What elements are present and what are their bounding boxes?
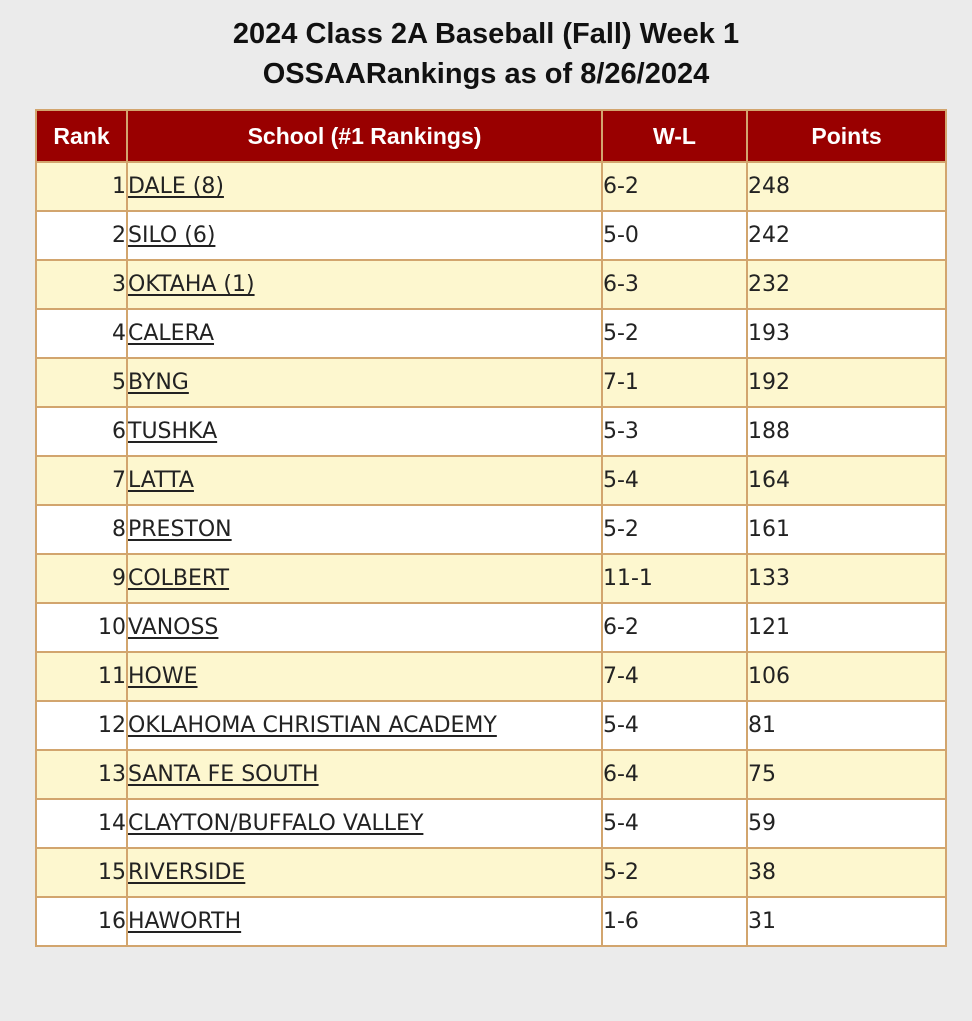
school-cell — [127, 603, 602, 652]
wl-cell: 5-2 — [602, 848, 747, 897]
rank-cell: 3 — [36, 260, 127, 309]
school-link[interactable]: SILO (6) — [128, 223, 216, 248]
points-cell: 232 — [747, 260, 946, 309]
points-cell: 161 — [747, 505, 946, 554]
table-row — [36, 358, 946, 407]
points-cell: 81 — [747, 701, 946, 750]
wl-cell: 5-4 — [602, 701, 747, 750]
table-row — [36, 897, 946, 946]
rank-cell: 4 — [36, 309, 127, 358]
table-row — [36, 799, 946, 848]
school-link[interactable]: CALERA — [128, 321, 215, 346]
rank-cell: 16 — [36, 897, 127, 946]
points-cell: 38 — [747, 848, 946, 897]
title-line-1: 2024 Class 2A Baseball (Fall) Week 1 — [232, 18, 740, 50]
points-cell: 193 — [747, 309, 946, 358]
rank-cell: 10 — [36, 603, 127, 652]
points-cell: 188 — [747, 407, 946, 456]
school-link[interactable]: RIVERSIDE — [128, 860, 246, 885]
table-row — [36, 554, 946, 603]
table-row — [36, 309, 946, 358]
school-link[interactable]: SANTA FE SOUTH — [128, 762, 319, 787]
wl-cell: 6-2 — [602, 162, 747, 211]
school-cell — [127, 358, 602, 407]
wl-cell: 7-1 — [602, 358, 747, 407]
table-row — [36, 750, 946, 799]
school-cell — [127, 211, 602, 260]
school-cell — [127, 848, 602, 897]
title-line-2: OSSAARankings as of 8/26/2024 — [262, 58, 710, 90]
points-cell: 164 — [747, 456, 946, 505]
table-row — [36, 701, 946, 750]
rank-cell: 15 — [36, 848, 127, 897]
header-points: Points — [747, 110, 946, 162]
wl-cell: 5-4 — [602, 456, 747, 505]
school-cell — [127, 799, 602, 848]
school-link[interactable]: HOWE — [128, 664, 198, 689]
rank-cell: 8 — [36, 505, 127, 554]
school-link[interactable]: PRESTON — [128, 517, 232, 542]
points-cell: 59 — [747, 799, 946, 848]
table-row — [36, 162, 946, 211]
school-link[interactable]: OKTAHA (1) — [128, 272, 255, 297]
school-cell — [127, 407, 602, 456]
wl-cell: 5-4 — [602, 799, 747, 848]
table-header-row — [36, 110, 946, 162]
wl-cell: 5-0 — [602, 211, 747, 260]
wl-cell: 6-3 — [602, 260, 747, 309]
rank-cell: 14 — [36, 799, 127, 848]
school-link[interactable]: OKLAHOMA CHRISTIAN ACADEMY — [128, 713, 497, 738]
school-cell — [127, 554, 602, 603]
table-body — [36, 162, 946, 946]
points-cell: 106 — [747, 652, 946, 701]
school-cell — [127, 701, 602, 750]
school-link[interactable]: TUSHKA — [128, 419, 218, 444]
header-rank: Rank — [36, 110, 127, 162]
wl-cell: 5-3 — [602, 407, 747, 456]
wl-cell: 6-2 — [602, 603, 747, 652]
school-link[interactable]: CLAYTON/BUFFALO VALLEY — [128, 811, 424, 836]
school-cell — [127, 897, 602, 946]
rank-cell: 1 — [36, 162, 127, 211]
points-cell: 31 — [747, 897, 946, 946]
wl-cell: 1-6 — [602, 897, 747, 946]
school-cell — [127, 456, 602, 505]
rankings-table — [35, 109, 947, 947]
rank-cell: 11 — [36, 652, 127, 701]
school-link[interactable]: BYNG — [128, 370, 189, 395]
school-link[interactable]: VANOSS — [128, 615, 219, 640]
rank-cell: 6 — [36, 407, 127, 456]
table-row — [36, 260, 946, 309]
rank-cell: 5 — [36, 358, 127, 407]
page-title — [0, 14, 972, 94]
table-row — [36, 652, 946, 701]
school-cell — [127, 505, 602, 554]
school-link[interactable]: COLBERT — [128, 566, 230, 591]
rank-cell: 7 — [36, 456, 127, 505]
wl-cell: 6-4 — [602, 750, 747, 799]
points-cell: 248 — [747, 162, 946, 211]
table-row — [36, 505, 946, 554]
school-cell — [127, 750, 602, 799]
table-row — [36, 848, 946, 897]
wl-cell: 7-4 — [602, 652, 747, 701]
rank-cell: 12 — [36, 701, 127, 750]
header-wl: W-L — [602, 110, 747, 162]
wl-cell: 11-1 — [602, 554, 747, 603]
table-row — [36, 407, 946, 456]
school-link[interactable]: LATTA — [128, 468, 194, 493]
rank-cell: 2 — [36, 211, 127, 260]
points-cell: 121 — [747, 603, 946, 652]
table-row — [36, 456, 946, 505]
school-cell — [127, 162, 602, 211]
school-cell — [127, 260, 602, 309]
wl-cell: 5-2 — [602, 505, 747, 554]
points-cell: 242 — [747, 211, 946, 260]
rank-cell: 13 — [36, 750, 127, 799]
points-cell: 75 — [747, 750, 946, 799]
school-link[interactable]: HAWORTH — [128, 909, 242, 934]
wl-cell: 5-2 — [602, 309, 747, 358]
table-row — [36, 211, 946, 260]
points-cell: 133 — [747, 554, 946, 603]
header-school: School (#1 Rankings) — [127, 110, 602, 162]
table-row — [36, 603, 946, 652]
school-cell — [127, 309, 602, 358]
rank-cell: 9 — [36, 554, 127, 603]
points-cell: 192 — [747, 358, 946, 407]
school-cell — [127, 652, 602, 701]
school-link[interactable]: DALE (8) — [128, 174, 224, 199]
